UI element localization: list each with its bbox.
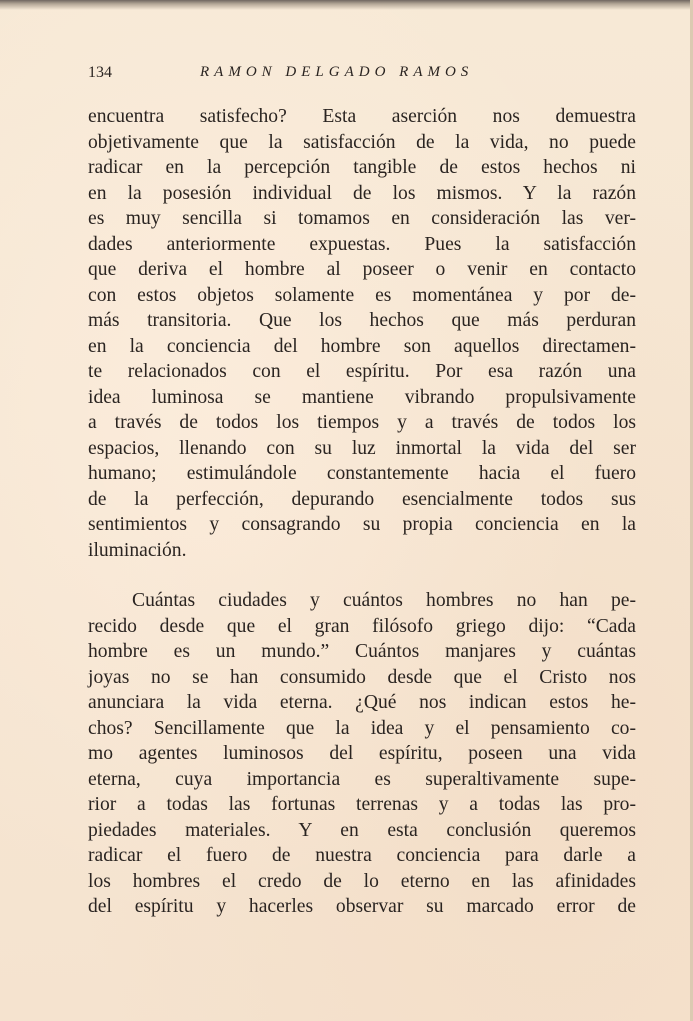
- text-line: chos? Sencillamente que la idea y el pensamiento co-: [88, 717, 636, 739]
- text-line: eterna, cuya importancia es superaltivamente supe-: [88, 768, 636, 790]
- text-line: encuentra satisfecho? Esta aserción nos demuestra: [88, 106, 636, 127]
- body-text: [88, 104, 636, 920]
- text-line: te relacionados con el espíritu. Por esa razón una: [88, 361, 636, 382]
- paragraph-1: [88, 104, 636, 563]
- text-line: radicar el fuero de nuestra conciencia para darle a: [88, 845, 636, 866]
- page-number: 134: [88, 64, 112, 81]
- text-line: radicar en la percepción tangible de estos hechos ni: [88, 157, 636, 178]
- text-line: con estos objetos solamente es momentánea y por de-: [88, 284, 636, 306]
- text-line: más transitoria. Que los hechos que más perduran: [88, 310, 636, 331]
- text-line: del espíritu y hacerles observar su marcado error de: [88, 896, 636, 917]
- page-top-edge: [0, 0, 693, 10]
- text-line: mo agentes luminosos del espíritu, poseen una vida: [88, 743, 636, 764]
- text-line: rior a todas las fortunas terrenas y a todas las pro-: [88, 794, 636, 815]
- text-line: anunciara la vida eterna. ¿Qué nos indican estos he-: [88, 692, 636, 713]
- paragraph-spacer: [88, 563, 636, 588]
- text-line: los hombres el credo de lo eterno en las afinidades: [88, 870, 636, 892]
- text-line: dades anteriormente expuestas. Pues la satisfacción: [88, 233, 636, 255]
- text-line: humano; estimulándole constantemente hacia el fuero: [88, 463, 636, 484]
- text-line: piedades materiales. Y en esta conclusión queremos: [88, 819, 636, 841]
- text-line: espacios, llenando con su luz inmortal la vida del ser: [88, 437, 636, 459]
- text-line: a través de todos los tiempos y a través de todos los: [88, 412, 636, 433]
- text-line: en la posesión individual de los mismos. Y la razón: [88, 182, 636, 204]
- running-head: [88, 64, 636, 88]
- text-line: es muy sencilla si tomamos en consideración las ver-: [88, 208, 636, 229]
- text-line: de la perfección, depurando esencialmente todos sus: [88, 488, 636, 510]
- text-line: hombre es un mundo.” Cuántos manjares y cuántas: [88, 641, 636, 662]
- text-line: Cuántas ciudades y cuántos hombres no han pe-: [132, 590, 636, 611]
- text-line: iluminación.: [88, 539, 187, 561]
- text-line: idea luminosa se mantiene vibrando propulsivamente: [88, 386, 636, 408]
- running-title: RAMON DELGADO RAMOS: [200, 64, 474, 80]
- text-line: en la conciencia del hombre son aquellos directamen-: [88, 335, 636, 357]
- text-line: joyas no se han consumido desde que el Cristo nos: [88, 666, 636, 688]
- text-line: sentimientos y consagrando su propia conciencia en la: [88, 514, 636, 535]
- text-line: objetivamente que la satisfacción de la vida, no puede: [88, 131, 636, 153]
- text-line: que deriva el hombre al poseer o venir en contacto: [88, 259, 636, 280]
- text-line: recido desde que el gran filósofo griego dijo: “Cada: [88, 615, 636, 637]
- paragraph-2: [88, 588, 636, 920]
